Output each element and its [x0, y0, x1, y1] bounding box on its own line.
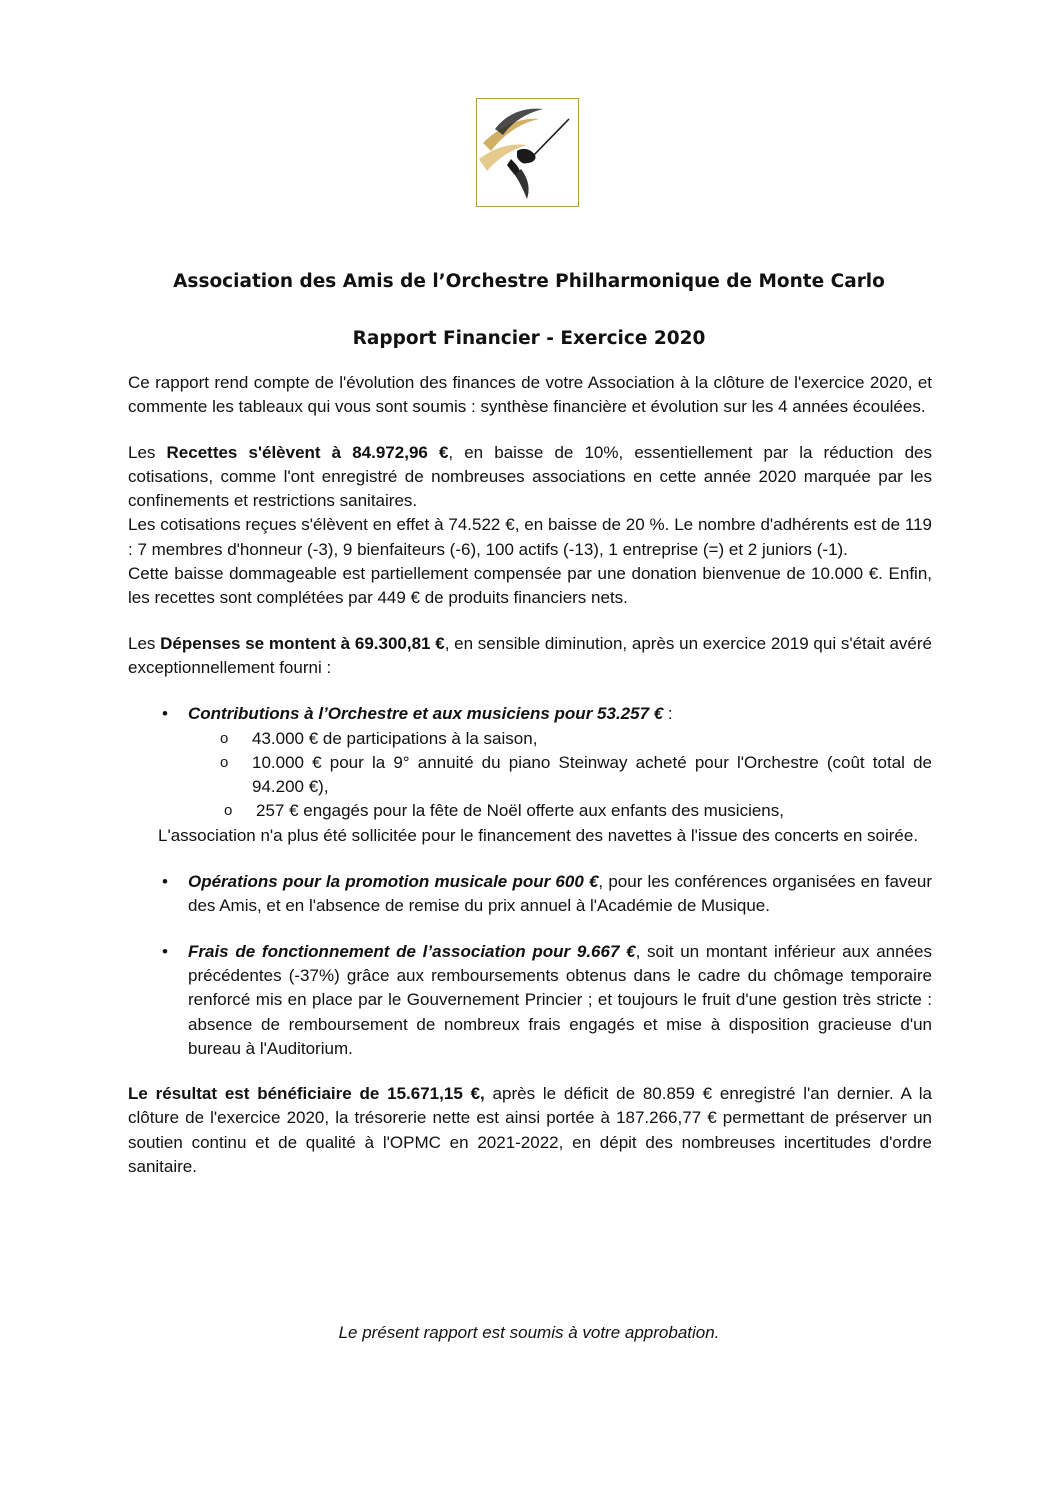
resultat-paragraph — [128, 1082, 932, 1179]
sub-item-text: 43.000 € de participations à la saison, — [252, 728, 538, 748]
report-body — [128, 371, 932, 1200]
sub-list-item — [188, 751, 932, 800]
cotisations-paragraph: Les cotisations reçues s'élèvent en effet à 74.522 €, en baisse de 20 %. Le nombre d'adhérents est de 119 : 7 membres d'honneur (-3), 9 bienfaiteurs (-6), 100 actifs (-13), 1 entreprise (=) et 2 juniors (-1). — [128, 515, 932, 559]
conductor-hand-logo — [476, 98, 579, 207]
bullet-text: : — [663, 704, 673, 724]
closing-line: Le présent rapport est soumis à votre approbation. — [338, 1323, 720, 1342]
circle-bullet-icon: o — [220, 729, 229, 747]
circle-bullet-icon: o — [224, 802, 233, 820]
recettes-text: , en baisse de 10%, essentiellement par la réduction des cotisations, comme l'ont enregistré de nombreuses associations en cette année 2020 marquée par les confinements et restrictions sanitaires. — [128, 442, 932, 511]
depenses-paragraph — [128, 632, 932, 681]
bullet-line — [188, 940, 932, 1061]
sub-list-item — [188, 799, 932, 823]
sub-item-text: 10.000 € pour la 9° annuité du piano Steinway acheté pour l'Orchestre (coût total de 94.200 €), — [252, 752, 932, 797]
bullet-text: , soit un montant inférieur aux années précédentes (-37%) grâce aux remboursements obtenus dans le cadre du chômage temporaire renforcé mis en place par le Gouvernement Princier ; et toujours le fruit d'une gestion très stricte : absence de remboursement de nombreux frais engagés et mise à disposition gracieuse d'un bureau à l'Auditorium. — [188, 941, 933, 1058]
recettes-paragraph — [128, 441, 932, 514]
recettes-amount: Recettes s'élèvent à 84.972,96 € — [166, 442, 449, 462]
bullet-title: Opérations pour la promotion musicale pour 600 € — [188, 872, 599, 892]
bullet-text: , pour les conférences organisées en faveur des Amis, et en l'absence de remise du prix annuel à l'Académie de Musique. — [188, 872, 932, 916]
bullet-line — [188, 870, 932, 919]
depenses-prefix: Les — [128, 633, 161, 653]
bullet-icon: • — [162, 941, 168, 961]
depenses-text: , en sensible diminution, après un exercice 2019 qui s'était avéré exceptionnellement fourni : — [128, 633, 932, 677]
resultat-amount: Le résultat est bénéficiaire de 15.671,15 €, — [128, 1084, 485, 1104]
list-item — [128, 940, 932, 1061]
list-item — [128, 870, 932, 919]
bullet-title: Frais de fonctionnement de l’association pour 9.667 € — [188, 941, 636, 961]
depenses-list — [128, 702, 932, 1061]
page-subtitle: Rapport Financier - Exercice 2020 — [352, 328, 706, 349]
circle-bullet-icon: o — [220, 753, 229, 771]
list-item — [128, 702, 932, 848]
recettes-prefix: Les — [128, 442, 167, 462]
donation-paragraph: Cette baisse dommageable est partiellement compensée par une donation bienvenue de 10.000 €. Enfin, les recettes sont complétées par 449 € de produits financiers nets. — [128, 564, 932, 608]
resultat-text: après le déficit de 80.859 € enregistré l'an dernier. A la clôture de l'exercice 2020, la trésorerie nette est ainsi portée à 187.266,77 € permettant de préserver un soutien continu et de qualité à l'OPMC en 2021-2022, en dépit des nombreuses incertitudes d'ordre sanitaire. — [128, 1084, 932, 1177]
sub-list — [188, 727, 932, 824]
conductor-hand-icon — [477, 99, 578, 206]
sub-list-item — [188, 727, 932, 751]
bullet-icon: • — [162, 872, 168, 892]
bullet-line — [188, 702, 932, 726]
bullet-icon: • — [162, 704, 168, 724]
bullet-note: L'association n'a plus été sollicitée pour le financement des navettes à l'issue des concerts en soirée. — [158, 825, 919, 845]
bullet-title: Contributions à l’Orchestre et aux musiciens pour 53.257 € — [188, 704, 664, 724]
intro-paragraph: Ce rapport rend compte de l'évolution des finances de votre Association à la clôture de l'exercice 2020, et commente les tableaux qui vous sont soumis : synthèse financière et évolution sur les 4 années écoulées. — [128, 373, 932, 417]
sub-item-text: 257 € engagés pour la fête de Noël offerte aux enfants des musiciens, — [256, 801, 784, 821]
depenses-amount: Dépenses se montent à 69.300,81 € — [160, 633, 445, 653]
page-title: Association des Amis de l’Orchestre Philharmonique de Monte Carlo — [173, 271, 885, 292]
